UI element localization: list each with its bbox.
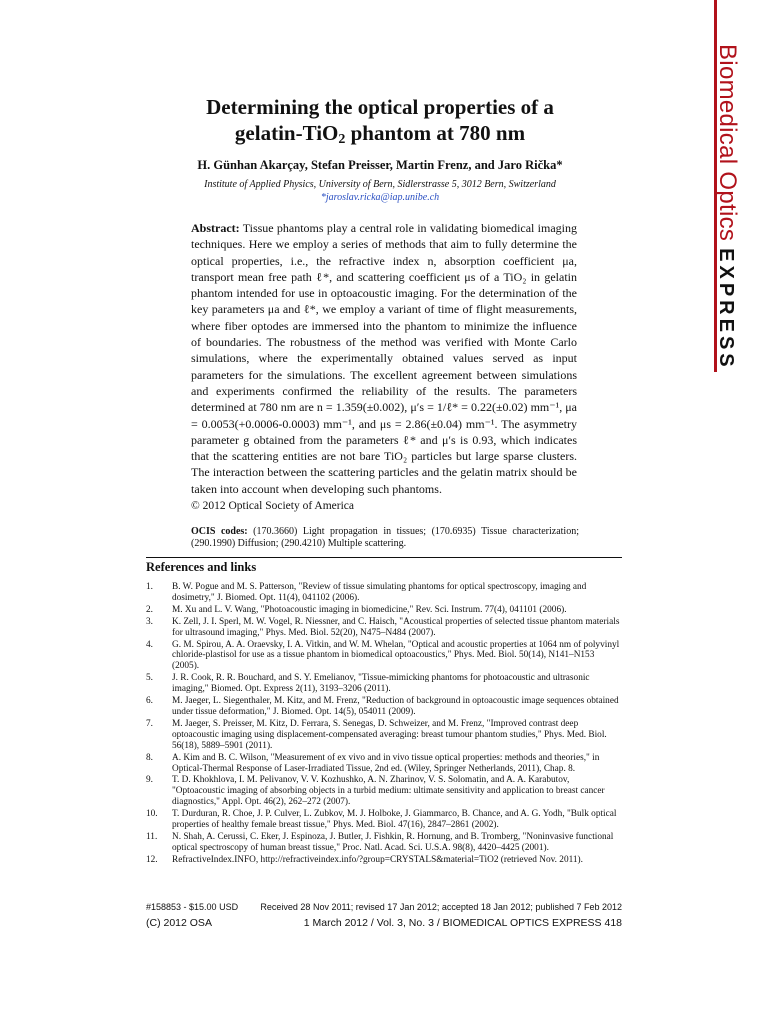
reference-text: G. M. Spirou, A. A. Oraevsky, I. A. Vitkin, and W. M. Whelan, "Optical and acoustic properties at 1064 nm of polyvinyl chloride-plastisol for use as a tissue phantom in biomedical optoacoustics," Phys. Med. Biol. 50(14), N141–N153 (2005). bbox=[172, 639, 620, 672]
abstract bbox=[191, 220, 577, 497]
paper-title bbox=[150, 94, 610, 146]
reference-number: 1. bbox=[146, 582, 153, 592]
affiliation: Institute of Applied Physics, University of Bern, Sidlerstrasse 5, 3012 Bern, Switzerland bbox=[204, 179, 556, 190]
reference-number: 2. bbox=[146, 604, 153, 615]
reference-number: 9. bbox=[146, 775, 153, 786]
reference-text: A. Kim and B. C. Wilson, "Measurement of ex vivo and in vivo tissue optical properties: methods and theories," in Optical-Thermal Response of Laser-Irradiated Tissue, 2nd ed. (Wiley, Springer Netherlands, 2011), Chap. 8. bbox=[172, 752, 600, 774]
reference-text: M. Jaeger, S. Preisser, M. Kitz, D. Ferrara, S. Senegas, D. Schweizer, and M. Frenz, "Improved contrast deep optoacoustic imaging using displacement-compensated averaging: breast tumour phantom studies," Phys. Med. Biol. 56(18), 5889–5901 (2011). bbox=[172, 718, 607, 751]
journal-citation: 1 March 2012 / Vol. 3, No. 3 / BIOMEDICAL OPTICS EXPRESS 418 bbox=[303, 917, 622, 929]
abstract-text: Tissue phantoms play a central role in validating biomedical imaging techniques. Here we employ a series of methods that aim to fully determine the optical properties, i.e., the refractive index n, absorption coefficient μa, transport mean free path ℓ*, and scattering coefficient μs of a TiO₂ in gelatin phantom intended for use in optoacoustic imaging. For the determination of the key parameters μa and ℓ*, we employ a variant of time of flight measurements, where fiber optodes are immersed into the phantom to minimize the influence of boundaries. The robustness of the method was verified with Monte Carlo simulations, where the experimentally obtained values served as input parameters for the simulations. The excellent agreement between simulations and experiments confirmed the reliability of the results. The parameters determined at 780 nm are n = 1.359(±0.002), μ′s = 1/ℓ* = 0.22(±0.02) mm⁻¹, μa = 0.0053(+0.0006-0.0003) mm⁻¹, and μs = 2.86(±0.04) mm⁻¹. The asymmetry parameter g obtained from the parameters ℓ* and μ′s is 0.93, which indicates that the scattering entities are not bare TiO₂ particles but large sparse clusters. The interaction between the scattering particles and the gelatin matrix should be taken into account when developing such phantoms. bbox=[191, 221, 577, 496]
title-line-1: Determining the optical properties of a bbox=[206, 95, 554, 119]
reference-text: K. Zell, J. I. Sperl, M. W. Vogel, R. Niessner, and C. Haisch, "Acoustical properties of selected tissue phantom materials for ultrasound imaging," Phys. Med. Biol. 52(20), N475–N484 (2007). bbox=[172, 616, 620, 638]
reference-item bbox=[146, 855, 622, 866]
reference-number: 7. bbox=[146, 718, 153, 729]
reference-item bbox=[146, 832, 622, 854]
reference-number: 4. bbox=[146, 639, 153, 650]
ocis-text: (170.3660) Light propagation in tissues; (170.6935) Tissue characterization; (290.1990) Diffusion; (290.4210) Multiple scattering. bbox=[191, 526, 579, 549]
title-line-2-post: phantom at 780 nm bbox=[345, 121, 526, 145]
reference-number: 10. bbox=[146, 809, 158, 820]
abstract-label: Abstract: bbox=[191, 221, 240, 235]
reference-text: M. Xu and L. V. Wang, "Photoacoustic imaging in biomedicine," Rev. Sci. Instrum. 77(4), 041101 (2006). bbox=[172, 604, 567, 615]
reference-text: T. D. Khokhlova, I. M. Pelivanov, V. V. Kozhushko, A. N. Zharinov, V. S. Solomatin, and A. A. Karabutov, "Optoacoustic imaging of absorbing objects in a turbid medium: ultimate sensitivity and application to breast cancer diagnostics," Appl. Opt. 46(2), 262–272 (2007). bbox=[172, 775, 605, 808]
author-list: H. Günhan Akarçay, Stefan Preisser, Martin Frenz, and Jaro Rička* bbox=[197, 158, 563, 172]
reference-item bbox=[146, 809, 622, 831]
reference-text: N. Shah, A. Cerussi, C. Eker, J. Espinoza, J. Butler, J. Fishkin, R. Hornung, and B. Tromberg, "Noninvasive functional optical spectroscopy of human breast tissue," Proc. Natl. Acad. Sci. U.S.A. 98(8), 4420–4425 (2001). bbox=[172, 831, 614, 853]
reference-number: 12. bbox=[146, 854, 158, 865]
reference-item bbox=[146, 640, 622, 673]
copyright-notice: © 2012 Optical Society of America bbox=[191, 500, 354, 512]
reference-item bbox=[146, 719, 622, 752]
journal-name-express: EXPRESS bbox=[715, 248, 737, 371]
title-line-2 bbox=[150, 120, 610, 146]
reference-item bbox=[146, 673, 622, 695]
corresponding-email[interactable]: *jaroslav.ricka@iap.unibe.ch bbox=[320, 192, 440, 203]
title-subscript: 2 bbox=[338, 132, 346, 147]
ocis-codes bbox=[191, 526, 579, 550]
reference-text: B. W. Pogue and M. S. Patterson, "Review of tissue simulating phantoms for optical spectroscopy, imaging and dosimetry," J. Biomed. Opt. 11(4), 041102 (2006). bbox=[172, 582, 587, 603]
section-divider bbox=[146, 557, 622, 558]
title-line-2-pre: gelatin-TiO bbox=[234, 121, 339, 145]
reference-item bbox=[146, 775, 622, 808]
reference-number: 8. bbox=[146, 752, 153, 763]
footer-copyright: (C) 2012 OSA bbox=[146, 917, 212, 929]
reference-list bbox=[146, 582, 622, 867]
reference-text: RefractiveIndex.INFO, http://refractiveindex.info/?group=CRYSTALS&material=TiO2 (retrieved Nov. 2011). bbox=[172, 854, 583, 865]
reference-text: J. R. Cook, R. R. Bouchard, and S. Y. Emelianov, "Tissue-mimicking phantoms for photoacoustic and ultrasonic imaging," Biomed. Opt. Express 2(11), 3193–3206 (2011). bbox=[172, 673, 590, 695]
reference-number: 3. bbox=[146, 616, 153, 627]
reference-item bbox=[146, 582, 622, 604]
article-id: #158853 - $15.00 USD bbox=[146, 902, 239, 912]
reference-item bbox=[146, 696, 622, 718]
reference-number: 5. bbox=[146, 673, 153, 684]
reference-text: T. Durduran, R. Choe, J. P. Culver, L. Zubkov, M. J. Holboke, J. Giammarco, B. Chance, and A. G. Yodh, "Bulk optical properties of healthy female breast tissue," Phys. Med. Biol. 47(16), 2847–2861 (2002). bbox=[172, 809, 617, 831]
ocis-label: OCIS codes: bbox=[191, 526, 248, 537]
journal-name-optics: Optics bbox=[714, 171, 741, 242]
reference-item bbox=[146, 617, 622, 639]
references-heading: References and links bbox=[146, 560, 257, 574]
reference-number: 6. bbox=[146, 696, 153, 707]
reference-item bbox=[146, 753, 622, 775]
publication-dates: Received 28 Nov 2011; revised 17 Jan 2012; accepted 18 Jan 2012; published 7 Feb 2012 bbox=[260, 902, 622, 912]
journal-name-biomedical: Biomedical bbox=[714, 44, 741, 165]
reference-text: M. Jaeger, L. Siegenthaler, M. Kitz, and M. Frenz, "Reduction of background in optoacoustic image sequences obtained under tissue deformation," J. Biomed. Opt. 14(5), 054011 (2009). bbox=[172, 696, 619, 717]
reference-number: 11. bbox=[146, 831, 158, 842]
reference-item bbox=[146, 605, 622, 616]
journal-brand-text bbox=[714, 44, 739, 371]
